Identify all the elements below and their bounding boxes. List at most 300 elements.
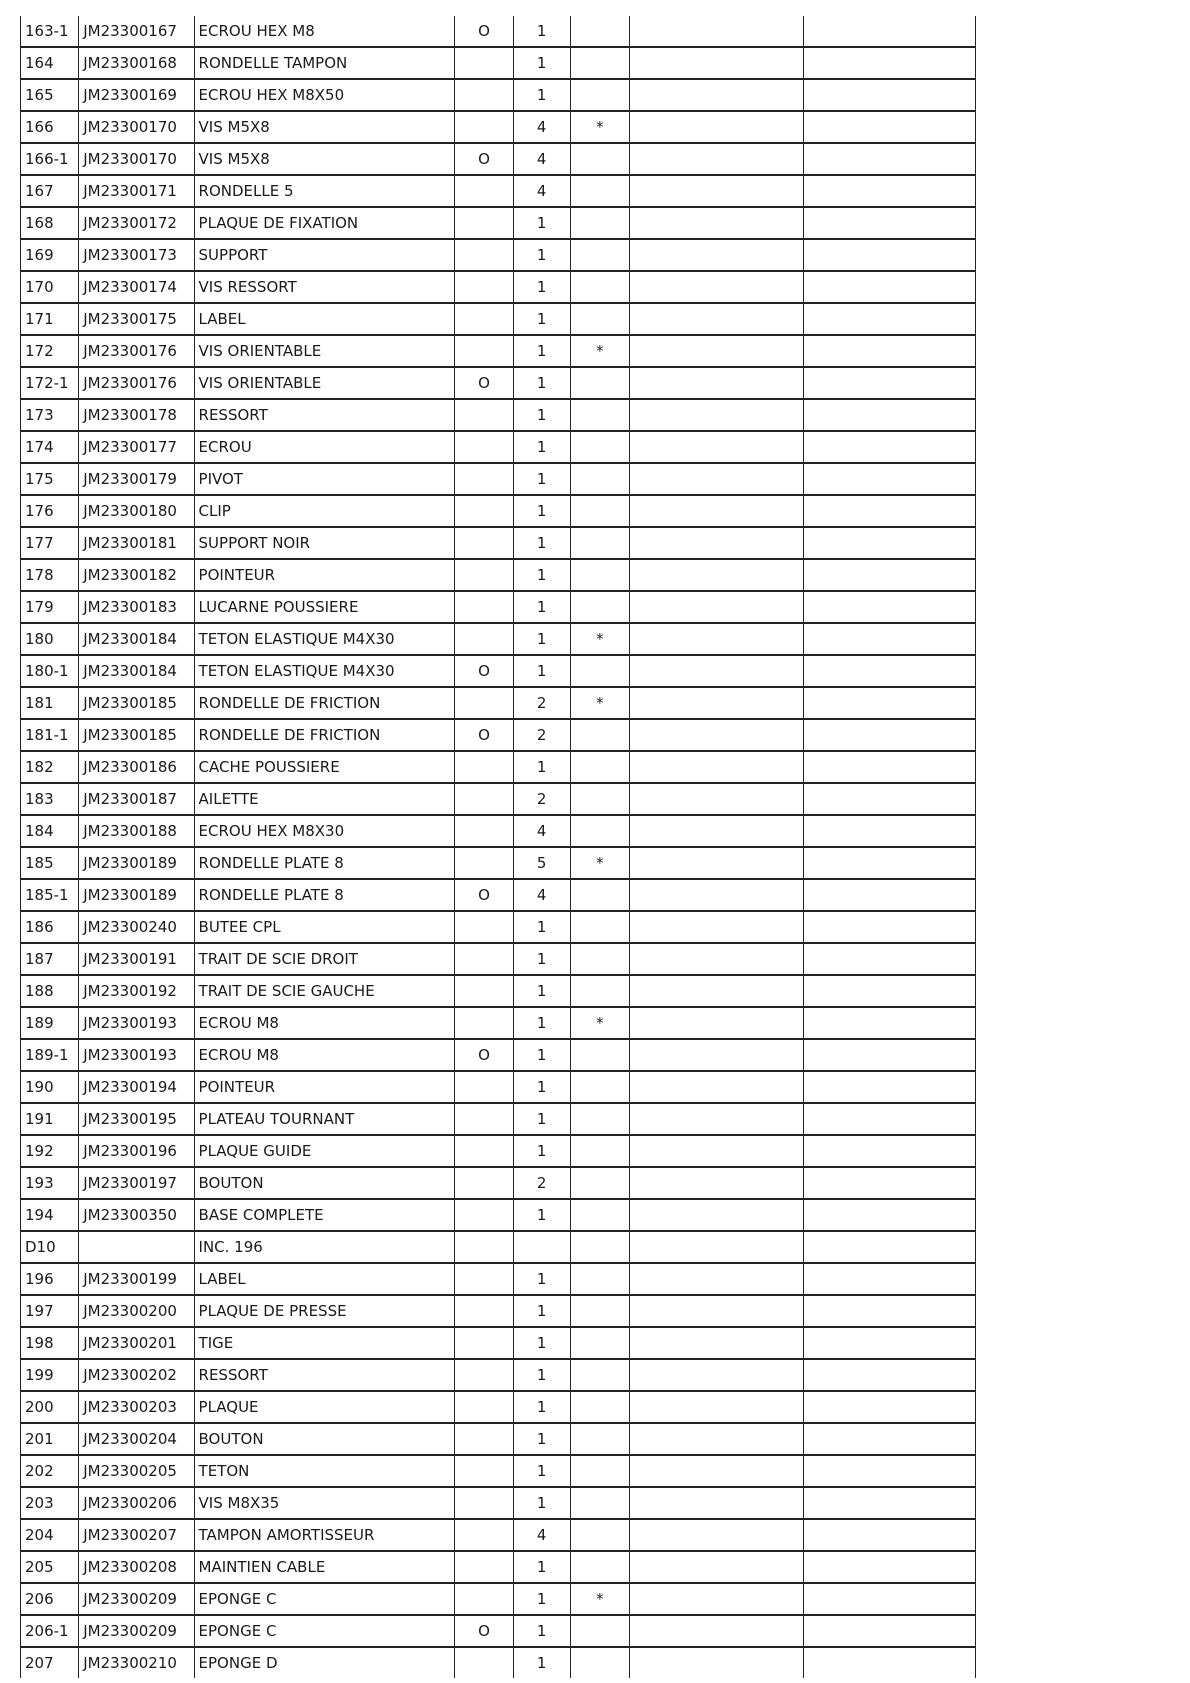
part-code-cell: JM23300167	[79, 16, 194, 47]
option-marker-cell	[455, 1103, 513, 1135]
table-row	[21, 1327, 976, 1359]
part-code-cell: JM23300185	[79, 687, 194, 719]
description-cell: VIS ORIENTABLE	[194, 367, 455, 399]
quantity-cell: 1	[513, 16, 570, 47]
table-row	[21, 1167, 976, 1199]
item-number-cell: 182	[21, 751, 79, 783]
option-marker-cell: O	[455, 367, 513, 399]
part-code-cell: JM23300172	[79, 207, 194, 239]
notes-cell-2	[803, 751, 975, 783]
table-row	[21, 431, 976, 463]
item-number-cell: 172-1	[21, 367, 79, 399]
notes-cell-1	[629, 1007, 803, 1039]
part-code-cell: JM23300206	[79, 1487, 194, 1519]
item-number-cell: 185	[21, 847, 79, 879]
part-code-cell: JM23300202	[79, 1359, 194, 1391]
part-code-cell: JM23300169	[79, 79, 194, 111]
quantity-cell: 1	[513, 623, 570, 655]
notes-cell-1	[629, 1647, 803, 1678]
asterisk-marker-cell	[570, 911, 629, 943]
notes-cell-1	[629, 751, 803, 783]
notes-cell-2	[803, 1455, 975, 1487]
notes-cell-1	[629, 975, 803, 1007]
description-cell: TAMPON AMORTISSEUR	[194, 1519, 455, 1551]
table-row	[21, 1423, 976, 1455]
option-marker-cell: O	[455, 719, 513, 751]
table-row	[21, 719, 976, 751]
notes-cell-1	[629, 367, 803, 399]
option-marker-cell: O	[455, 143, 513, 175]
notes-cell-1	[629, 1455, 803, 1487]
notes-cell-2	[803, 1423, 975, 1455]
notes-cell-1	[629, 239, 803, 271]
description-cell: VIS M5X8	[194, 111, 455, 143]
asterisk-marker-cell	[570, 16, 629, 47]
table-row	[21, 1487, 976, 1519]
item-number-cell: 186	[21, 911, 79, 943]
table-row	[21, 495, 976, 527]
option-marker-cell	[455, 751, 513, 783]
notes-cell-2	[803, 1167, 975, 1199]
part-code-cell: JM23300204	[79, 1423, 194, 1455]
item-number-cell: 180	[21, 623, 79, 655]
item-number-cell: 178	[21, 559, 79, 591]
notes-cell-2	[803, 303, 975, 335]
table-row	[21, 239, 976, 271]
notes-cell-1	[629, 559, 803, 591]
notes-cell-2	[803, 783, 975, 815]
notes-cell-2	[803, 335, 975, 367]
item-number-cell: 183	[21, 783, 79, 815]
table-row	[21, 1359, 976, 1391]
table-row	[21, 559, 976, 591]
description-cell: TETON ELASTIQUE M4X30	[194, 655, 455, 687]
option-marker-cell	[455, 1487, 513, 1519]
description-cell: LUCARNE POUSSIERE	[194, 591, 455, 623]
asterisk-marker-cell	[570, 1231, 629, 1263]
asterisk-marker-cell	[570, 79, 629, 111]
option-marker-cell	[455, 847, 513, 879]
option-marker-cell	[455, 1167, 513, 1199]
asterisk-marker-cell	[570, 1519, 629, 1551]
option-marker-cell	[455, 463, 513, 495]
quantity-cell: 4	[513, 111, 570, 143]
notes-cell-1	[629, 143, 803, 175]
notes-cell-2	[803, 1231, 975, 1263]
item-number-cell: 203	[21, 1487, 79, 1519]
part-code-cell: JM23300200	[79, 1295, 194, 1327]
part-code-cell: JM23300184	[79, 623, 194, 655]
option-marker-cell	[455, 239, 513, 271]
table-row	[21, 367, 976, 399]
description-cell: POINTEUR	[194, 559, 455, 591]
asterisk-marker-cell	[570, 1551, 629, 1583]
table-row	[21, 1519, 976, 1551]
item-number-cell: 206-1	[21, 1615, 79, 1647]
part-code-cell: JM23300183	[79, 591, 194, 623]
item-number-cell: 170	[21, 271, 79, 303]
notes-cell-2	[803, 463, 975, 495]
part-code-cell: JM23300181	[79, 527, 194, 559]
notes-cell-2	[803, 1391, 975, 1423]
quantity-cell: 2	[513, 719, 570, 751]
item-number-cell: 174	[21, 431, 79, 463]
table-row	[21, 1647, 976, 1678]
notes-cell-2	[803, 1263, 975, 1295]
item-number-cell: 163-1	[21, 16, 79, 47]
asterisk-marker-cell	[570, 943, 629, 975]
quantity-cell: 1	[513, 911, 570, 943]
item-number-cell: 166	[21, 111, 79, 143]
option-marker-cell	[455, 1551, 513, 1583]
table-row	[21, 47, 976, 79]
asterisk-marker-cell: *	[570, 687, 629, 719]
item-number-cell: 198	[21, 1327, 79, 1359]
part-code-cell: JM23300178	[79, 399, 194, 431]
table-row	[21, 399, 976, 431]
notes-cell-1	[629, 591, 803, 623]
option-marker-cell	[455, 175, 513, 207]
option-marker-cell	[455, 1231, 513, 1263]
table-row	[21, 1391, 976, 1423]
part-code-cell: JM23300199	[79, 1263, 194, 1295]
notes-cell-1	[629, 335, 803, 367]
notes-cell-2	[803, 623, 975, 655]
option-marker-cell	[455, 1519, 513, 1551]
item-number-cell: 199	[21, 1359, 79, 1391]
notes-cell-2	[803, 1359, 975, 1391]
notes-cell-2	[803, 1327, 975, 1359]
description-cell: RESSORT	[194, 399, 455, 431]
part-code-cell: JM23300175	[79, 303, 194, 335]
item-number-cell: 165	[21, 79, 79, 111]
table-row	[21, 847, 976, 879]
notes-cell-2	[803, 1039, 975, 1071]
asterisk-marker-cell	[570, 1391, 629, 1423]
asterisk-marker-cell	[570, 1039, 629, 1071]
option-marker-cell	[455, 1263, 513, 1295]
option-marker-cell	[455, 47, 513, 79]
asterisk-marker-cell	[570, 1199, 629, 1231]
description-cell: LABEL	[194, 1263, 455, 1295]
quantity-cell: 1	[513, 527, 570, 559]
option-marker-cell	[455, 111, 513, 143]
table-row	[21, 1071, 976, 1103]
table-row	[21, 591, 976, 623]
table-row	[21, 335, 976, 367]
asterisk-marker-cell	[570, 303, 629, 335]
quantity-cell: 1	[513, 1103, 570, 1135]
item-number-cell: 191	[21, 1103, 79, 1135]
notes-cell-2	[803, 367, 975, 399]
description-cell: BOUTON	[194, 1423, 455, 1455]
option-marker-cell	[455, 495, 513, 527]
description-cell: ECROU M8	[194, 1039, 455, 1071]
item-number-cell: 206	[21, 1583, 79, 1615]
quantity-cell: 5	[513, 847, 570, 879]
part-code-cell: JM23300182	[79, 559, 194, 591]
description-cell: TRAIT DE SCIE GAUCHE	[194, 975, 455, 1007]
parts-table-body	[21, 16, 976, 1678]
part-code-cell: JM23300187	[79, 783, 194, 815]
notes-cell-2	[803, 527, 975, 559]
item-number-cell: 196	[21, 1263, 79, 1295]
asterisk-marker-cell	[570, 783, 629, 815]
table-row	[21, 111, 976, 143]
notes-cell-2	[803, 1103, 975, 1135]
notes-cell-1	[629, 495, 803, 527]
quantity-cell: 4	[513, 815, 570, 847]
description-cell: EPONGE C	[194, 1583, 455, 1615]
quantity-cell: 1	[513, 463, 570, 495]
item-number-cell: 172	[21, 335, 79, 367]
part-code-cell: JM23300197	[79, 1167, 194, 1199]
item-number-cell: 194	[21, 1199, 79, 1231]
part-code-cell: JM23300192	[79, 975, 194, 1007]
notes-cell-2	[803, 975, 975, 1007]
quantity-cell: 1	[513, 399, 570, 431]
table-row	[21, 623, 976, 655]
description-cell: BUTEE CPL	[194, 911, 455, 943]
item-number-cell: 171	[21, 303, 79, 335]
asterisk-marker-cell	[570, 975, 629, 1007]
quantity-cell: 1	[513, 1359, 570, 1391]
notes-cell-1	[629, 1551, 803, 1583]
notes-cell-1	[629, 815, 803, 847]
option-marker-cell	[455, 975, 513, 1007]
notes-cell-1	[629, 1487, 803, 1519]
asterisk-marker-cell	[570, 143, 629, 175]
notes-cell-1	[629, 911, 803, 943]
description-cell: RONDELLE PLATE 8	[194, 879, 455, 911]
quantity-cell: 1	[513, 655, 570, 687]
table-row	[21, 16, 976, 47]
notes-cell-1	[629, 1295, 803, 1327]
item-number-cell: 190	[21, 1071, 79, 1103]
option-marker-cell	[455, 1007, 513, 1039]
description-cell: RONDELLE 5	[194, 175, 455, 207]
asterisk-marker-cell: *	[570, 335, 629, 367]
notes-cell-1	[629, 687, 803, 719]
table-row	[21, 1295, 976, 1327]
part-code-cell: JM23300350	[79, 1199, 194, 1231]
description-cell: MAINTIEN CABLE	[194, 1551, 455, 1583]
description-cell: RONDELLE DE FRICTION	[194, 719, 455, 751]
quantity-cell: 1	[513, 1327, 570, 1359]
option-marker-cell	[455, 207, 513, 239]
item-number-cell: 204	[21, 1519, 79, 1551]
option-marker-cell	[455, 815, 513, 847]
quantity-cell: 1	[513, 1583, 570, 1615]
part-code-cell: JM23300207	[79, 1519, 194, 1551]
quantity-cell: 4	[513, 879, 570, 911]
quantity-cell: 1	[513, 1615, 570, 1647]
option-marker-cell	[455, 1135, 513, 1167]
quantity-cell: 1	[513, 207, 570, 239]
option-marker-cell: O	[455, 16, 513, 47]
table-row	[21, 1231, 976, 1263]
quantity-cell: 1	[513, 1551, 570, 1583]
description-cell: POINTEUR	[194, 1071, 455, 1103]
notes-cell-2	[803, 943, 975, 975]
asterisk-marker-cell	[570, 591, 629, 623]
item-number-cell: 197	[21, 1295, 79, 1327]
quantity-cell: 1	[513, 591, 570, 623]
notes-cell-2	[803, 911, 975, 943]
description-cell: PLAQUE GUIDE	[194, 1135, 455, 1167]
asterisk-marker-cell	[570, 1263, 629, 1295]
part-code-cell: JM23300210	[79, 1647, 194, 1678]
table-row	[21, 783, 976, 815]
table-row	[21, 1615, 976, 1647]
table-row	[21, 911, 976, 943]
option-marker-cell	[455, 1071, 513, 1103]
option-marker-cell	[455, 1327, 513, 1359]
item-number-cell: 187	[21, 943, 79, 975]
item-number-cell: 193	[21, 1167, 79, 1199]
notes-cell-1	[629, 879, 803, 911]
part-code-cell: JM23300240	[79, 911, 194, 943]
asterisk-marker-cell: *	[570, 847, 629, 879]
description-cell: RONDELLE DE FRICTION	[194, 687, 455, 719]
notes-cell-1	[629, 1071, 803, 1103]
asterisk-marker-cell	[570, 1487, 629, 1519]
notes-cell-1	[629, 1199, 803, 1231]
item-number-cell: 202	[21, 1455, 79, 1487]
notes-cell-1	[629, 47, 803, 79]
notes-cell-1	[629, 1103, 803, 1135]
option-marker-cell	[455, 79, 513, 111]
description-cell: EPONGE C	[194, 1615, 455, 1647]
description-cell: PIVOT	[194, 463, 455, 495]
notes-cell-1	[629, 1231, 803, 1263]
quantity-cell	[513, 1231, 570, 1263]
item-number-cell: 173	[21, 399, 79, 431]
notes-cell-2	[803, 1519, 975, 1551]
description-cell: SUPPORT NOIR	[194, 527, 455, 559]
table-row	[21, 1135, 976, 1167]
part-code-cell: JM23300186	[79, 751, 194, 783]
part-code-cell: JM23300171	[79, 175, 194, 207]
option-marker-cell: O	[455, 879, 513, 911]
quantity-cell: 1	[513, 303, 570, 335]
part-code-cell: JM23300194	[79, 1071, 194, 1103]
table-row	[21, 79, 976, 111]
description-cell: CACHE POUSSIERE	[194, 751, 455, 783]
asterisk-marker-cell	[570, 399, 629, 431]
table-row	[21, 1455, 976, 1487]
quantity-cell: 1	[513, 1455, 570, 1487]
part-code-cell: JM23300189	[79, 879, 194, 911]
part-code-cell: JM23300208	[79, 1551, 194, 1583]
option-marker-cell	[455, 1647, 513, 1678]
option-marker-cell	[455, 687, 513, 719]
asterisk-marker-cell	[570, 559, 629, 591]
notes-cell-1	[629, 1423, 803, 1455]
description-cell: TETON	[194, 1455, 455, 1487]
option-marker-cell	[455, 431, 513, 463]
option-marker-cell	[455, 1391, 513, 1423]
notes-cell-2	[803, 399, 975, 431]
quantity-cell: 2	[513, 783, 570, 815]
quantity-cell: 1	[513, 1295, 570, 1327]
quantity-cell: 1	[513, 1263, 570, 1295]
notes-cell-2	[803, 1647, 975, 1678]
item-number-cell: 189-1	[21, 1039, 79, 1071]
asterisk-marker-cell	[570, 655, 629, 687]
quantity-cell: 1	[513, 47, 570, 79]
asterisk-marker-cell	[570, 1647, 629, 1678]
quantity-cell: 1	[513, 239, 570, 271]
part-code-cell: JM23300170	[79, 111, 194, 143]
asterisk-marker-cell	[570, 1615, 629, 1647]
part-code-cell: JM23300185	[79, 719, 194, 751]
asterisk-marker-cell	[570, 47, 629, 79]
option-marker-cell	[455, 399, 513, 431]
part-code-cell: JM23300195	[79, 1103, 194, 1135]
item-number-cell: 200	[21, 1391, 79, 1423]
item-number-cell: 184	[21, 815, 79, 847]
notes-cell-1	[629, 1615, 803, 1647]
part-code-cell: JM23300173	[79, 239, 194, 271]
quantity-cell: 1	[513, 1391, 570, 1423]
asterisk-marker-cell: *	[570, 1007, 629, 1039]
quantity-cell: 1	[513, 1199, 570, 1231]
notes-cell-2	[803, 1199, 975, 1231]
notes-cell-2	[803, 719, 975, 751]
notes-cell-1	[629, 655, 803, 687]
description-cell: VIS RESSORT	[194, 271, 455, 303]
notes-cell-2	[803, 111, 975, 143]
notes-cell-2	[803, 239, 975, 271]
notes-cell-1	[629, 175, 803, 207]
quantity-cell: 4	[513, 1519, 570, 1551]
notes-cell-2	[803, 879, 975, 911]
option-marker-cell	[455, 303, 513, 335]
description-cell: LABEL	[194, 303, 455, 335]
description-cell: VIS M8X35	[194, 1487, 455, 1519]
part-code-cell: JM23300196	[79, 1135, 194, 1167]
asterisk-marker-cell: *	[570, 111, 629, 143]
parts-list-sheet	[20, 16, 976, 1678]
description-cell: TETON ELASTIQUE M4X30	[194, 623, 455, 655]
item-number-cell: 181-1	[21, 719, 79, 751]
part-code-cell: JM23300174	[79, 271, 194, 303]
notes-cell-1	[629, 399, 803, 431]
item-number-cell: 180-1	[21, 655, 79, 687]
item-number-cell: 181	[21, 687, 79, 719]
notes-cell-1	[629, 1263, 803, 1295]
quantity-cell: 1	[513, 271, 570, 303]
part-code-cell: JM23300205	[79, 1455, 194, 1487]
notes-cell-1	[629, 207, 803, 239]
asterisk-marker-cell	[570, 1103, 629, 1135]
table-row	[21, 943, 976, 975]
item-number-cell: 176	[21, 495, 79, 527]
table-row	[21, 143, 976, 175]
notes-cell-2	[803, 1135, 975, 1167]
notes-cell-2	[803, 79, 975, 111]
table-row	[21, 271, 976, 303]
quantity-cell: 2	[513, 1167, 570, 1199]
item-number-cell: 207	[21, 1647, 79, 1678]
table-row	[21, 175, 976, 207]
part-code-cell: JM23300177	[79, 431, 194, 463]
table-row	[21, 207, 976, 239]
table-row	[21, 655, 976, 687]
description-cell: PLAQUE	[194, 1391, 455, 1423]
part-code-cell: JM23300176	[79, 335, 194, 367]
